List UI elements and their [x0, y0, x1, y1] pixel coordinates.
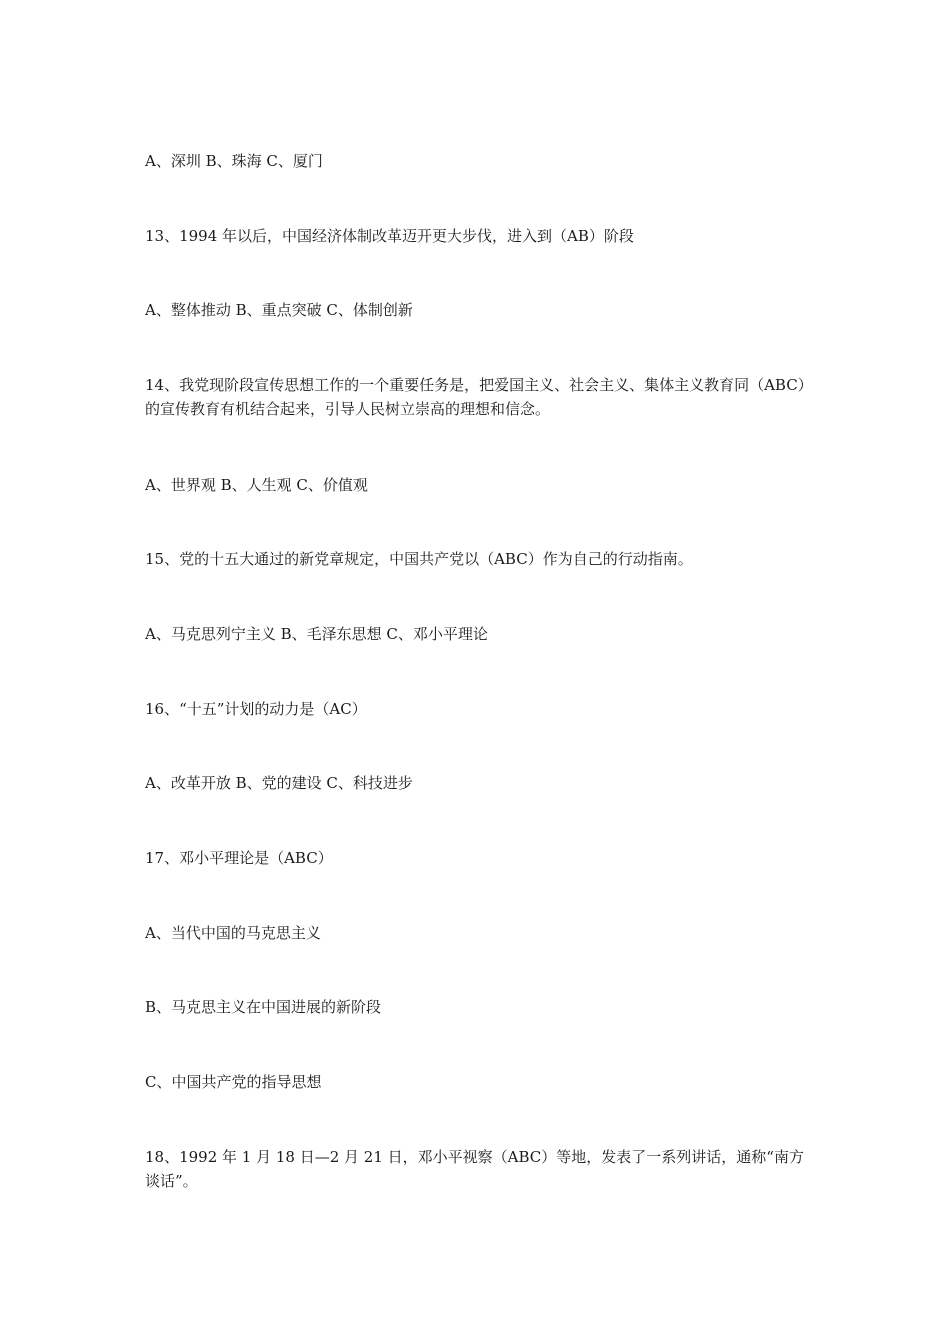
option-line-q15: A、马克思列宁主义 B、毛泽东思想 C、邓小平理论 [145, 625, 488, 643]
option-b-q17: B、马克思主义在中国进展的新阶段 [145, 998, 382, 1016]
question-13: 13、1994 年以后，中国经济体制改革迈开更大步伐，进入到（AB）阶段 [145, 227, 634, 245]
question-14: 14、我党现阶段宣传思想工作的一个重要任务是，把爱国主义、社会主义、集体主义教育同（ABC）的宣传教育有机结合起来，引导人民树立崇高的理想和信念。 [145, 376, 813, 418]
option-a-q17: A、当代中国的马克思主义 [145, 924, 321, 942]
option-line-q14: A、世界观 B、人生观 C、价值观 [145, 476, 368, 494]
question-18: 18、1992 年 1 月 18 日—2 月 21 日，邓小平视察（ABC）等地，发表了一系列讲话，通称“南方谈话”。 [145, 1148, 804, 1190]
question-16: 16、“十五”计划的动力是（AC） [145, 700, 367, 718]
option-line-q12: A、深圳 B、珠海 C、厦门 [145, 152, 323, 170]
question-15: 15、党的十五大通过的新党章规定，中国共产党以（ABC）作为自己的行动指南。 [145, 550, 693, 568]
option-c-q17: C、中国共产党的指导思想 [145, 1073, 322, 1091]
option-line-q16: A、改革开放 B、党的建设 C、科技进步 [145, 774, 413, 792]
question-17: 17、邓小平理论是（ABC） [145, 849, 333, 867]
option-line-q13: A、整体推动 B、重点突破 C、体制创新 [145, 301, 413, 319]
